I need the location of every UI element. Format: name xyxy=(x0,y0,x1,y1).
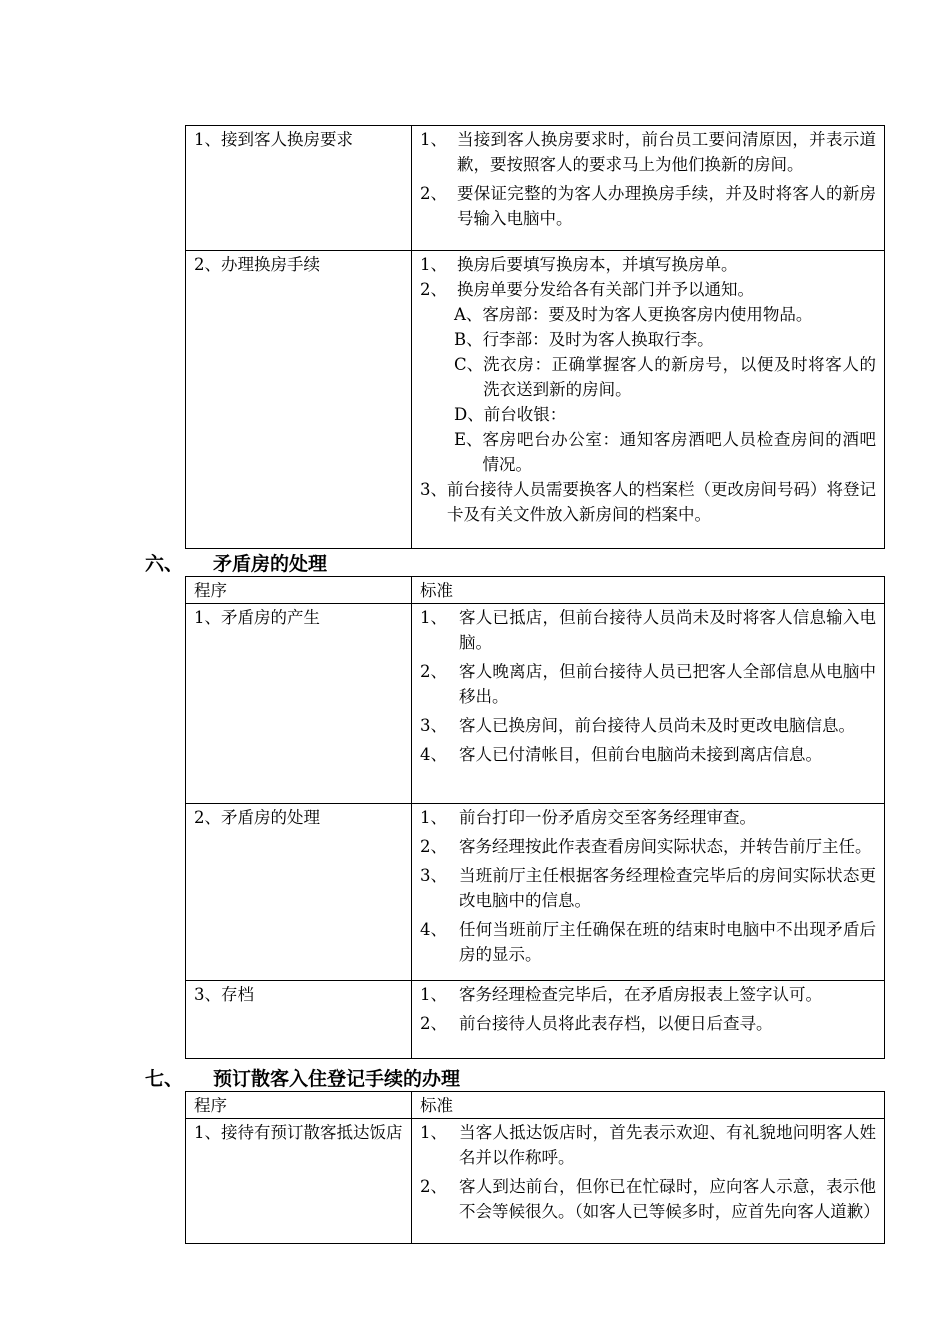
section-number: 六、 xyxy=(145,553,184,575)
list-item: 2、 要保证完整的为客人办理换房手续，并及时将客人的新房号输入电脑中。 xyxy=(420,184,876,228)
list-item: 4、 任何当班前厅主任确保在班的结束时电脑中不出现矛盾后房的显示。 xyxy=(420,920,876,964)
list-item: 1、 前台打印一份矛盾房交至客务经理审查。 xyxy=(420,808,756,827)
conflict-room-table xyxy=(185,576,885,1059)
list-item: C、 洗衣房：正确掌握客人的新房号，以便及时将客人的洗衣送到新的房间。 xyxy=(454,355,876,399)
standard-cell xyxy=(412,1119,885,1244)
procedure-label: 2、办理换房手续 xyxy=(194,255,320,274)
section-number: 七、 xyxy=(145,1068,184,1090)
list-item: 1、 当接到客人换房要求时，前台员工要问清原因，并表示道歉，要按照客人的要求马上为他们换新的房间。 xyxy=(420,130,876,174)
list-item: 3、 当班前厅主任根据客务经理检查完毕后的房间实际状态更改电脑中的信息。 xyxy=(420,866,876,910)
list-item: 3、 前台接待人员需要换客人的档案栏（更改房间号码）将登记卡及有关文件放入新房间的档案中。 xyxy=(420,480,876,524)
table-header-row xyxy=(186,1092,885,1119)
list-item: E、 客房吧台办公室：通知客房酒吧人员检查房间的酒吧情况。 xyxy=(454,430,876,474)
column-header: 程序 xyxy=(186,1092,412,1119)
list-item: 2、 客人到达前台，但你已在忙碌时，应向客人示意，表示他不会等候很久。（如客人已等候多时，应首先向客人道歉） xyxy=(420,1177,880,1221)
list-item: 1、 客务经理检查完毕后，在矛盾房报表上签字认可。 xyxy=(420,985,822,1004)
standard-cell xyxy=(412,251,885,549)
table-row xyxy=(186,604,885,804)
column-header: 标准 xyxy=(412,1092,885,1119)
list-item: 3、 客人已换房间，前台接待人员尚未及时更改电脑信息。 xyxy=(420,716,855,735)
list-item: D、 前台收银： xyxy=(454,405,567,424)
procedure-cell xyxy=(186,1119,412,1244)
procedure-cell xyxy=(186,804,412,981)
column-header: 标准 xyxy=(412,577,885,604)
procedure-cell xyxy=(186,251,412,549)
section-title: 预订散客入住登记手续的办理 xyxy=(213,1068,461,1090)
list-item: 1、 换房后要填写换房本，并填写换房单。 xyxy=(420,255,738,274)
standard-cell xyxy=(412,126,885,251)
department-list xyxy=(420,302,876,477)
section-title: 矛盾房的处理 xyxy=(213,553,328,575)
table-row xyxy=(186,126,885,251)
list-item: 2、 客务经理按此作表查看房间实际状态，并转告前厅主任。 xyxy=(420,837,872,856)
list-item: 1、 客人已抵店，但前台接待人员尚未及时将客人信息输入电脑。 xyxy=(420,608,876,652)
procedure-label: 2、矛盾房的处理 xyxy=(194,808,320,827)
procedure-label: 3、存档 xyxy=(194,985,254,1004)
list-item: 1、 当客人抵达饭店时，首先表示欢迎、有礼貌地问明客人姓名并以作称呼。 xyxy=(420,1123,876,1167)
column-header: 程序 xyxy=(186,577,412,604)
list-item: 2、 客人晚离店，但前台接待人员已把客人全部信息从电脑中移出。 xyxy=(420,662,876,706)
procedure-cell xyxy=(186,604,412,804)
standard-cell xyxy=(412,981,885,1059)
list-item: 2、 换房单要分发给各有关部门并予以通知。 xyxy=(420,280,754,299)
table-row xyxy=(186,251,885,549)
procedure-label: 1、接待有预订散客抵达饭店 xyxy=(194,1123,403,1142)
table-row xyxy=(186,1119,885,1244)
list-item: B、 行李部：及时为客人换取行李。 xyxy=(454,330,714,349)
procedure-label: 1、接到客人换房要求 xyxy=(194,130,353,149)
procedure-cell xyxy=(186,126,412,251)
procedure-label: 1、矛盾房的产生 xyxy=(194,608,320,627)
procedure-cell xyxy=(186,981,412,1059)
table-row xyxy=(186,804,885,981)
table-header-row xyxy=(186,577,885,604)
standard-cell xyxy=(412,604,885,804)
list-item: 4、 客人已付清帐目，但前台电脑尚未接到离店信息。 xyxy=(420,745,822,764)
list-item: 2、 前台接待人员将此表存档，以便日后查寻。 xyxy=(420,1014,773,1033)
room-change-table xyxy=(185,125,885,549)
table-row xyxy=(186,981,885,1059)
list-item: A、 客房部：要及时为客人更换客房内使用物品。 xyxy=(454,305,813,324)
reservation-checkin-table xyxy=(185,1091,885,1244)
standard-cell xyxy=(412,804,885,981)
